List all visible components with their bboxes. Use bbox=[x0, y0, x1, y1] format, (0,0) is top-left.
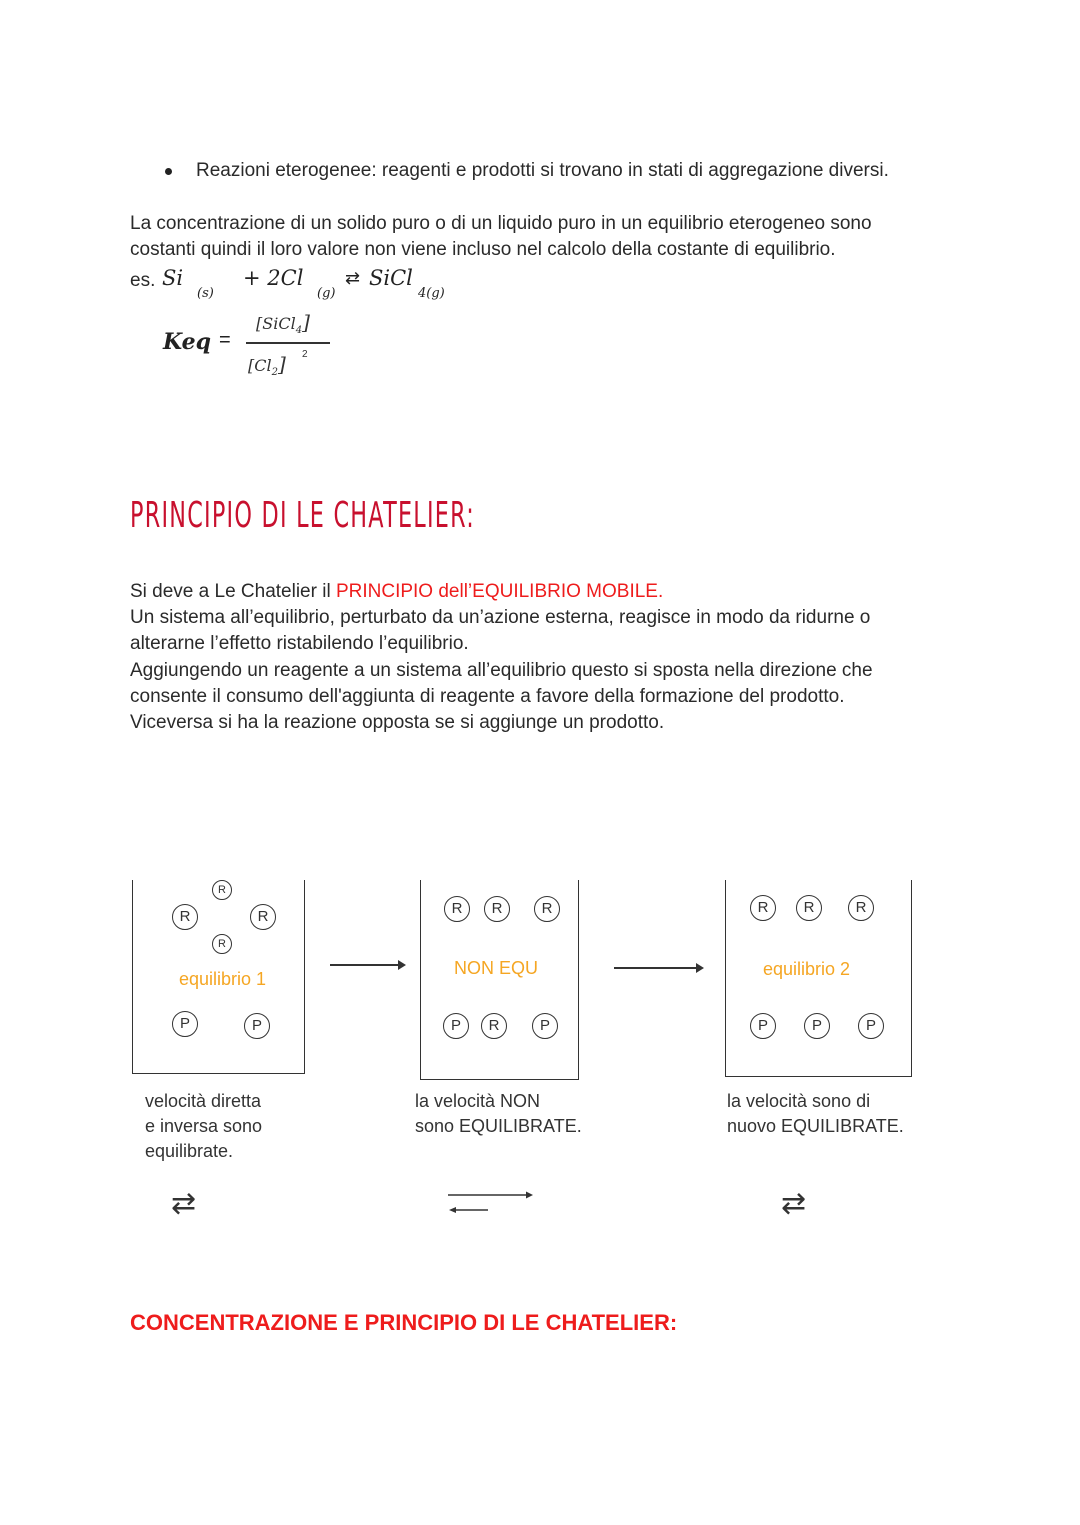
numerator-close: ] bbox=[302, 310, 310, 334]
product-molecule: P bbox=[858, 1013, 884, 1039]
paragraph-line: Un sistema all’equilibrio, perturbato da un’azione esterna, reagisce in modo da ridurne o bbox=[130, 607, 871, 628]
keq-equals: = bbox=[219, 329, 231, 351]
reactant-molecule: R bbox=[172, 904, 198, 930]
highlight-text: PRINCIPIO dell’EQUILIBRIO MOBILE. bbox=[335, 581, 664, 602]
equilibrium-arrows-icon: ⇄ bbox=[171, 1187, 197, 1220]
paragraph-line: La concentrazione di un solido puro o di un liquido puro in un equilibrio eterogeneo sono bbox=[130, 213, 872, 234]
reactant-molecule: R bbox=[750, 895, 776, 921]
caption-line: equilibrate. bbox=[145, 1141, 234, 1161]
keq-denominator bbox=[248, 352, 286, 378]
caption-line: la velocità sono di bbox=[727, 1091, 871, 1111]
formula-si: Si bbox=[162, 266, 184, 290]
paragraph-line: Viceversa si ha la reazione opposta se si aggiunge un prodotto. bbox=[130, 712, 665, 733]
state-label: equilibrio 2 bbox=[763, 959, 851, 979]
product-molecule: P bbox=[244, 1013, 270, 1039]
reactant-molecule: R bbox=[481, 1013, 507, 1039]
reactant-molecule: R bbox=[444, 896, 470, 922]
arrowhead bbox=[398, 960, 406, 970]
denominator-sub: 2 bbox=[271, 367, 278, 379]
keq-exponent: 2 bbox=[302, 349, 308, 360]
caption-2 bbox=[415, 1089, 582, 1139]
example-prefix: es. bbox=[130, 270, 156, 291]
transition-arrow-1 bbox=[330, 964, 400, 966]
paragraph-line bbox=[130, 579, 663, 606]
caption-1 bbox=[145, 1089, 262, 1164]
state-label: NON EQU bbox=[454, 958, 539, 978]
equilibrium-arrows-icon: ⇄ bbox=[781, 1187, 807, 1220]
reactant-molecule: R bbox=[484, 896, 510, 922]
state-label: equilibrio 1 bbox=[179, 969, 267, 989]
caption-line: nuovo EQUILIBRATE. bbox=[727, 1116, 904, 1136]
state-gas: (g) bbox=[317, 286, 336, 301]
numerator-text: [SiCl bbox=[256, 314, 296, 333]
numerator-sub: 4 bbox=[295, 325, 303, 337]
reactant-molecule: R bbox=[796, 895, 822, 921]
section-heading: CONCENTRAZIONE E PRINCIPIO DI LE CHATELIER: bbox=[130, 1310, 678, 1335]
caption-line: e inversa sono bbox=[145, 1116, 263, 1136]
caption-line: sono EQUILIBRATE. bbox=[415, 1116, 582, 1136]
product-molecule: P bbox=[750, 1013, 776, 1039]
reactant-molecule: R bbox=[212, 880, 232, 900]
formula-cl2: + 2Cl bbox=[243, 266, 304, 290]
caption-3 bbox=[727, 1089, 904, 1139]
fraction-bar bbox=[246, 342, 330, 344]
product-molecule: P bbox=[532, 1013, 558, 1039]
paragraph-line: consente il consumo dell'aggiunta di reagente a favore della formazione del prodotto. bbox=[130, 686, 845, 707]
page-title: PRINCIPIO DI LE CHATELIER: bbox=[130, 495, 475, 536]
equilibrium-arrow: ⇄ bbox=[345, 268, 361, 288]
paragraph-line: alterarne l’effetto ristabilendo l’equilibrio. bbox=[130, 633, 469, 654]
denominator-close: ] bbox=[277, 352, 286, 376]
keq-numerator bbox=[256, 310, 310, 336]
bullet-text: Reazioni eterogenee: reagenti e prodotti si trovano in stati di aggregazione diversi. bbox=[196, 160, 889, 181]
arrowhead bbox=[696, 963, 704, 973]
reactant-molecule: R bbox=[250, 904, 276, 930]
product-molecule: P bbox=[443, 1013, 469, 1039]
unbalanced-arrows-icon bbox=[446, 1190, 536, 1216]
caption-line: velocità diretta bbox=[145, 1091, 262, 1111]
formula-sicl4: SiCl bbox=[369, 266, 413, 290]
reactant-molecule: R bbox=[534, 896, 560, 922]
product-molecule: P bbox=[804, 1013, 830, 1039]
paragraph-line: costanti quindi il loro valore non viene incluso nel calcolo della costante di equilibrio. bbox=[130, 239, 836, 260]
paragraph-line: Aggiungendo un reagente a un sistema all’equilibrio questo si sposta nella direzione che bbox=[130, 660, 873, 681]
state-gas-product: 4(g) bbox=[418, 286, 445, 301]
intro-text: Si deve a Le Chatelier il bbox=[130, 581, 336, 602]
denominator-text: [Cl bbox=[248, 356, 272, 375]
bullet-dot bbox=[165, 168, 172, 175]
transition-arrow-2 bbox=[614, 967, 698, 969]
state-solid: (s) bbox=[197, 286, 214, 301]
keq-label: Keq bbox=[163, 329, 212, 355]
product-molecule: P bbox=[172, 1011, 198, 1037]
reactant-molecule: R bbox=[848, 895, 874, 921]
reactant-molecule: R bbox=[212, 934, 232, 954]
caption-line: la velocità NON bbox=[415, 1091, 541, 1111]
unbalanced-arrows-svg bbox=[446, 1190, 536, 1216]
